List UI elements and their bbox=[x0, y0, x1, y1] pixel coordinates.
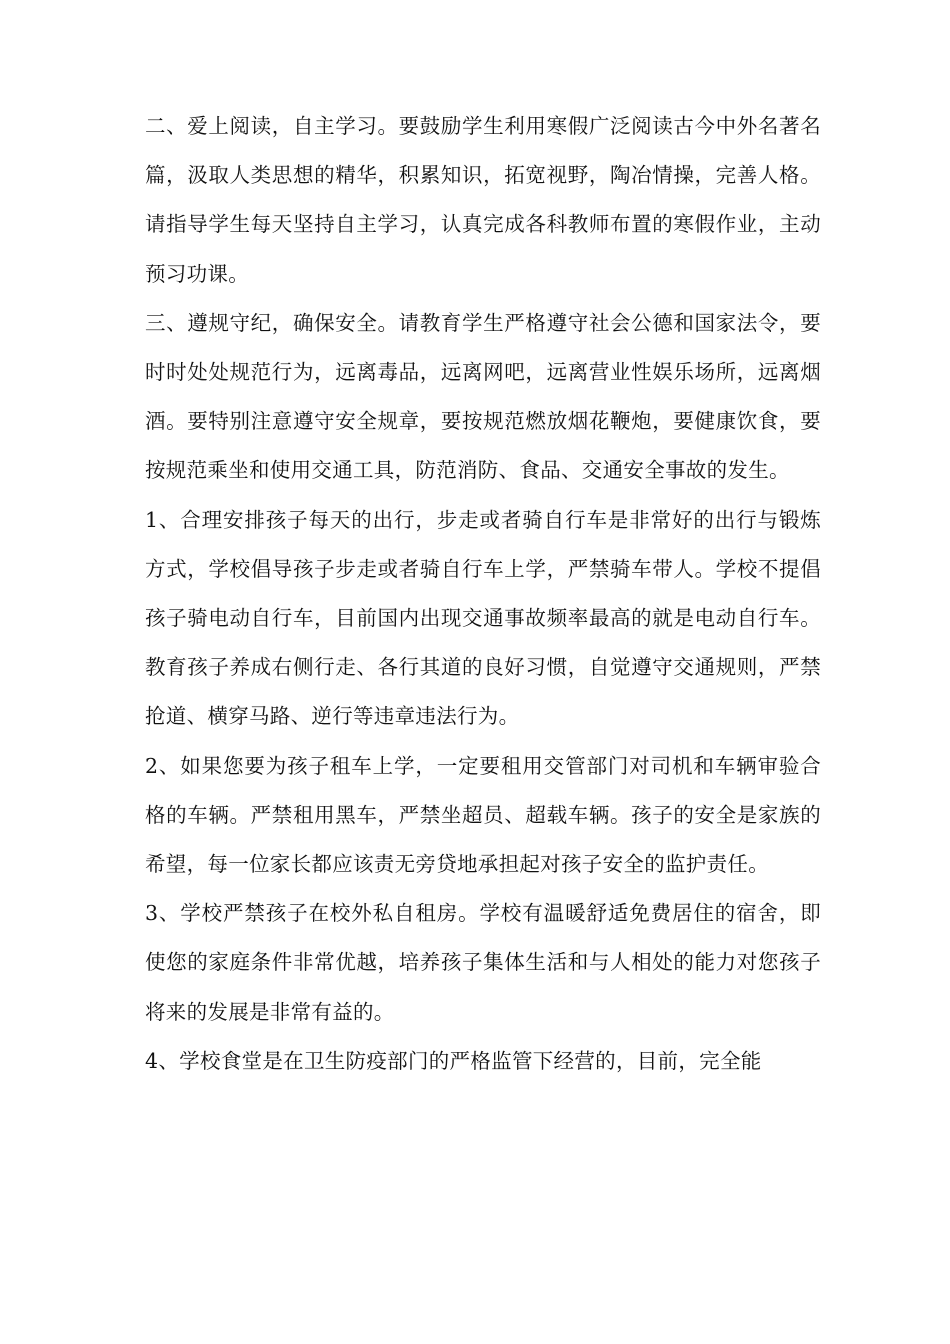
paragraph-reading: 二、爱上阅读，自主学习。要鼓励学生利用寒假广泛阅读古今中外名著名篇，汲取人类思想的精华，积累知识，拓宽视野，陶冶情操，完善人格。请指导学生每天坚持自主学习，认真完成各科教师布置的寒假作业，主动预习功课。 bbox=[145, 114, 821, 286]
document-body bbox=[145, 102, 821, 1086]
paragraph-safety: 三、遵规守纪，确保安全。请教育学生严格遵守社会公德和国家法令，要时时处处规范行为，远离毒品，远离网吧，远离营业性娱乐场所，远离烟酒。要特别注意遵守安全规章，要按规范燃放烟花鞭炮，要健康饮食，要按规范乘坐和使用交通工具，防范消防、食品、交通安全事故的发生。 bbox=[145, 310, 821, 483]
paragraph-item-4-canteen: 4、学校食堂是在卫生防疫部门的严格监管下经营的，目前，完全能 bbox=[145, 1048, 762, 1073]
paragraph-item-3-housing: 3、学校严禁孩子在校外私自租房。学校有温暖舒适免费居住的宿舍，即使您的家庭条件非常优越，培养孩子集体生活和与人相处的能力对您孩子将来的发展是非常有益的。 bbox=[145, 901, 821, 1024]
paragraph-item-2-rental-car: 2、如果您要为孩子租车上学，一定要租用交管部门对司机和车辆审验合格的车辆。严禁租用黑车，严禁坐超员、超载车辆。孩子的安全是家族的希望，每一位家长都应该责无旁贷地承担起对孩子安全的监护责任。 bbox=[145, 753, 821, 877]
paragraph-item-1-travel: 1、合理安排孩子每天的出行，步走或者骑自行车是非常好的出行与锻炼方式，学校倡导孩子步走或者骑自行车上学，严禁骑车带人。学校不提倡孩子骑电动自行车，目前国内出现交通事故频率最高的就是电动自行车。教育孩子养成右侧行走、各行其道的良好习惯，自觉遵守交通规则，严禁抢道、横穿马路、逆行等违章违法行为。 bbox=[145, 507, 821, 729]
